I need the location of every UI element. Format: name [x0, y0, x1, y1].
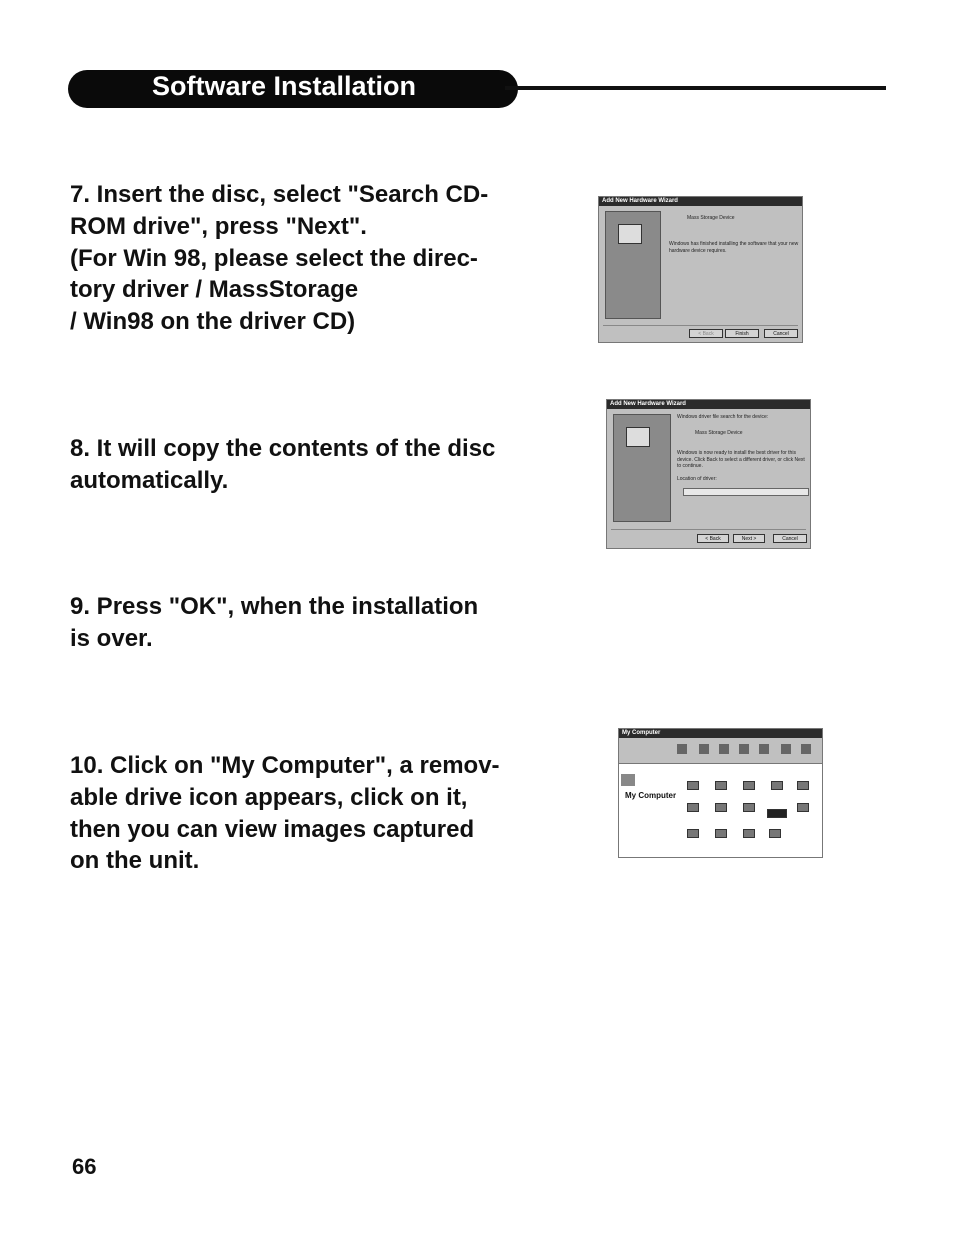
wizard-device-name: Mass Storage Device — [687, 215, 735, 221]
cancel-button[interactable]: Cancel — [764, 329, 798, 338]
paste-icon[interactable] — [759, 744, 769, 754]
disk-drive-icon[interactable] — [743, 781, 755, 790]
step-line: (For Win 98, please select the direc- — [70, 244, 478, 272]
driver-location-label: Location of driver: — [677, 476, 717, 482]
forward-icon[interactable] — [699, 744, 709, 754]
computer-icon — [618, 224, 642, 244]
step-8-text — [70, 433, 560, 497]
step-line: tory driver / MassStorage — [70, 276, 359, 304]
step-line: is over. — [70, 624, 153, 652]
disk-drive-icon[interactable] — [715, 803, 727, 812]
driver-location-field — [683, 488, 809, 496]
scheduled-tasks-icon[interactable] — [743, 829, 755, 838]
back-button[interactable]: < Back — [689, 329, 723, 338]
step-line: 8. It will copy the contents of the disc — [70, 435, 496, 462]
section-title: Software Installation — [152, 71, 417, 101]
properties-icon[interactable] — [801, 744, 811, 754]
step-9-text — [70, 591, 560, 655]
cd-drive-icon[interactable] — [743, 803, 755, 812]
step-10-text — [70, 750, 560, 877]
my-computer-screenshot — [618, 728, 823, 858]
disk-drive-icon[interactable] — [687, 803, 699, 812]
step-line: able drive icon appears, click on it, — [70, 783, 468, 811]
wizard-titlebar: Add New Hardware Wizard — [607, 400, 810, 409]
control-panel-icon[interactable] — [687, 829, 699, 838]
wizard-message: Windows has finished installing the software that your new hardware device requires. — [669, 241, 799, 254]
finish-button[interactable]: Finish — [725, 329, 759, 338]
divider — [611, 529, 806, 530]
web-folders-icon[interactable] — [769, 829, 781, 838]
wizard-heading: Windows driver file search for the device: — [677, 414, 769, 420]
page-number: 66 — [72, 1154, 97, 1179]
step-line: 7. Insert the disc, select "Search CD- — [70, 181, 489, 208]
divider — [603, 325, 798, 326]
cut-icon[interactable] — [719, 744, 729, 754]
disk-drive-icon[interactable] — [715, 781, 727, 790]
wizard-side-image — [613, 414, 671, 522]
step-line: ROM drive", press "Next". — [70, 212, 367, 240]
step-line: automatically. — [70, 466, 229, 494]
disk-drive-icon[interactable] — [797, 781, 809, 790]
step-line: 9. Press "OK", when the installation — [70, 593, 479, 620]
floppy-drive-icon[interactable] — [687, 781, 699, 790]
back-button[interactable]: < Back — [697, 534, 729, 543]
cancel-button[interactable]: Cancel — [773, 534, 807, 543]
step-line: 10. Click on "My Computer", a remov- — [70, 752, 500, 779]
wizard-titlebar: Add New Hardware Wizard — [599, 197, 802, 206]
header-rule — [505, 86, 886, 90]
step-line: / Win98 on the driver CD) — [70, 308, 356, 336]
printers-icon[interactable] — [797, 803, 809, 812]
window-titlebar: My Computer — [619, 729, 822, 738]
my-computer-icon — [621, 774, 635, 786]
copy-icon[interactable] — [739, 744, 749, 754]
wizard-finish-screenshot — [598, 196, 803, 343]
step-line: then you can view images captured — [70, 815, 475, 843]
back-icon[interactable] — [677, 744, 687, 754]
toolbar — [619, 738, 822, 764]
disk-drive-icon[interactable] — [771, 781, 783, 790]
removable-disk-icon[interactable] — [767, 809, 787, 818]
wizard-device-name: Mass Storage Device — [695, 430, 743, 436]
delete-icon[interactable] — [781, 744, 791, 754]
step-7-text — [70, 179, 560, 338]
computer-icon — [626, 427, 650, 447]
side-panel-title: My Computer — [625, 791, 677, 800]
dial-up-icon[interactable] — [715, 829, 727, 838]
wizard-driver-screenshot — [606, 399, 811, 549]
step-line: on the unit. — [70, 847, 200, 875]
wizard-side-image — [605, 211, 661, 319]
next-button[interactable]: Next > — [733, 534, 765, 543]
wizard-message: Windows is now ready to install the best driver for this device. Click Back to select a different driver, or click Next to continue. — [677, 450, 805, 469]
